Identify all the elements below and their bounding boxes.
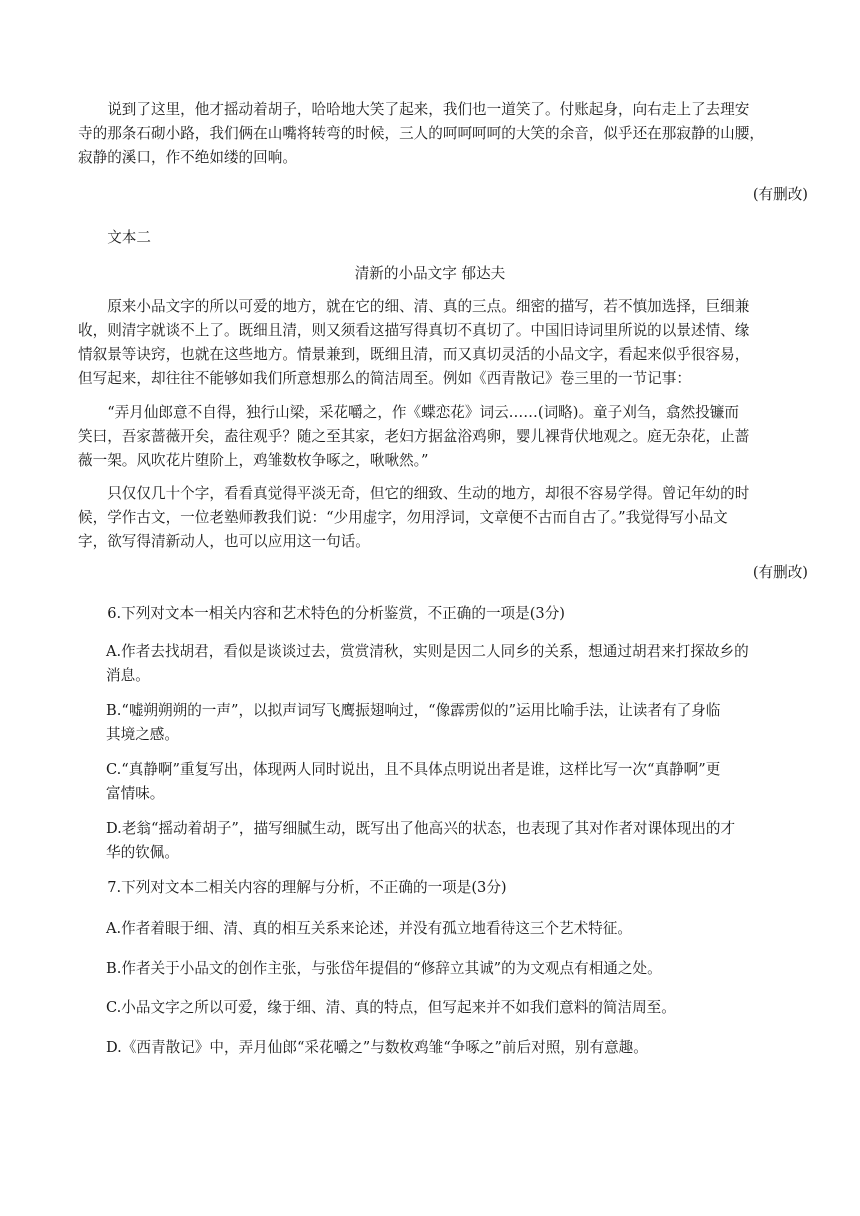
text2-paragraph-2: 只仅仅几十个字，看看真觉得平淡无奇，但它的细致、生动的地方，却很不容易学得。曾记年幼的时 候，学作古文，一位老塾师教我们说：“少用虚字，勿用浮词，文章便不古而自古了。”我觉得写小品文 字，欲写得清新动人，也可以应用这一句话。: [78, 485, 750, 550]
source-note-2: (有删改): [752, 564, 808, 581]
question-6-option-c: C.“真静啊”重复写出，体现两人同时说出，且不具体点明说出者是谁，这样比写一次“真静啊”更 富情味。: [106, 761, 721, 802]
question-6-option-d: D.老翁“摇动着胡子”，描写细腻生动，既写出了他高兴的状态，也表现了其对作者对课体现出的才 华的钦佩。: [106, 820, 736, 861]
question-7-option-a: A.作者着眼于细、清、真的相互关系来论述，并没有孤立地看待这三个艺术特征。: [106, 920, 632, 937]
question-7-option-b: B.作者关于小品文的创作主张，与张岱年提倡的“修辞立其诚”的为文观点有相通之处。: [106, 960, 662, 977]
text2-label: 文本二: [107, 229, 151, 246]
question-7-option-c: C.小品文字之所以可爱，缘于细、清、真的特点，但写起来并不如我们意料的简洁周至。: [106, 999, 676, 1016]
question-6-option-a: A.作者去找胡君，看似是谈谈过去，赏赏清秋，实则是因二人同乡的关系，想通过胡君来打探故乡的 消息。: [106, 643, 749, 684]
text2-quote: “弄月仙郎意不自得，独行山梁，采花嚼之，作《蝶恋花》词云……(词略)。童子刈刍，翕然投镰而 笑曰，吾家蔷薇开矣，盍往观乎？随之至其家，老妇方据盆浴鸡卵，婴儿裸背伏地观之。庭无杂花，止蔷 薇一架。风吹花片堕阶上，鸡雏数枚争啄之，啾啾然。”: [78, 404, 750, 469]
question-6-stem: 6.下列对文本一相关内容和艺术特色的分析鉴赏，不正确的一项是(3分): [107, 605, 566, 622]
text1-closing-paragraph: 说到了这里，他才摇动着胡子，哈哈地大笑了起来，我们也一道笑了。付账起身，向右走上了去理安 寺的那条石砌小路，我们俩在山嘴将转弯的时候，三人的呵呵呵呵的大笑的余音，似乎还在那寂静的山腰， 寂静的溪口，作不绝如缕的回响。: [78, 101, 764, 166]
question-7-stem: 7.下列对文本二相关内容的理解与分析，不正确的一项是(3分): [107, 879, 507, 896]
text2-title: 清新的小品文字 郁达夫: [354, 265, 506, 282]
question-6-option-b: B.“嘘朔朔朔的一声”，以拟声词写飞鹰振翅响过，“像霹雳似的”运用比喻手法，让读者有了身临 其境之感。: [106, 702, 721, 743]
source-note-1: (有删改): [752, 186, 808, 203]
text2-paragraph-1: 原来小品文字的所以可爱的地方，就在它的细、清、真的三点。细密的描写，若不慎加选择，巨细兼 收，则清字就谈不上了。既细且清，则又须看这描写得真切不真切了。中国旧诗词里所说的以景述情、缘 情叙景等诀窍，也就在这些地方。情景兼到，既细且清，而又真切灵活的小品文字，看起来似乎很容易， 但写起来，却往往不能够如我们所意想那么的简洁周至。例如《西青散记》卷三里的一节记事：: [78, 298, 750, 387]
question-7-option-d: D.《西青散记》中，弄月仙郎“采花嚼之”与数枚鸡雏“争啄之”前后对照，别有意趣。: [106, 1039, 648, 1056]
